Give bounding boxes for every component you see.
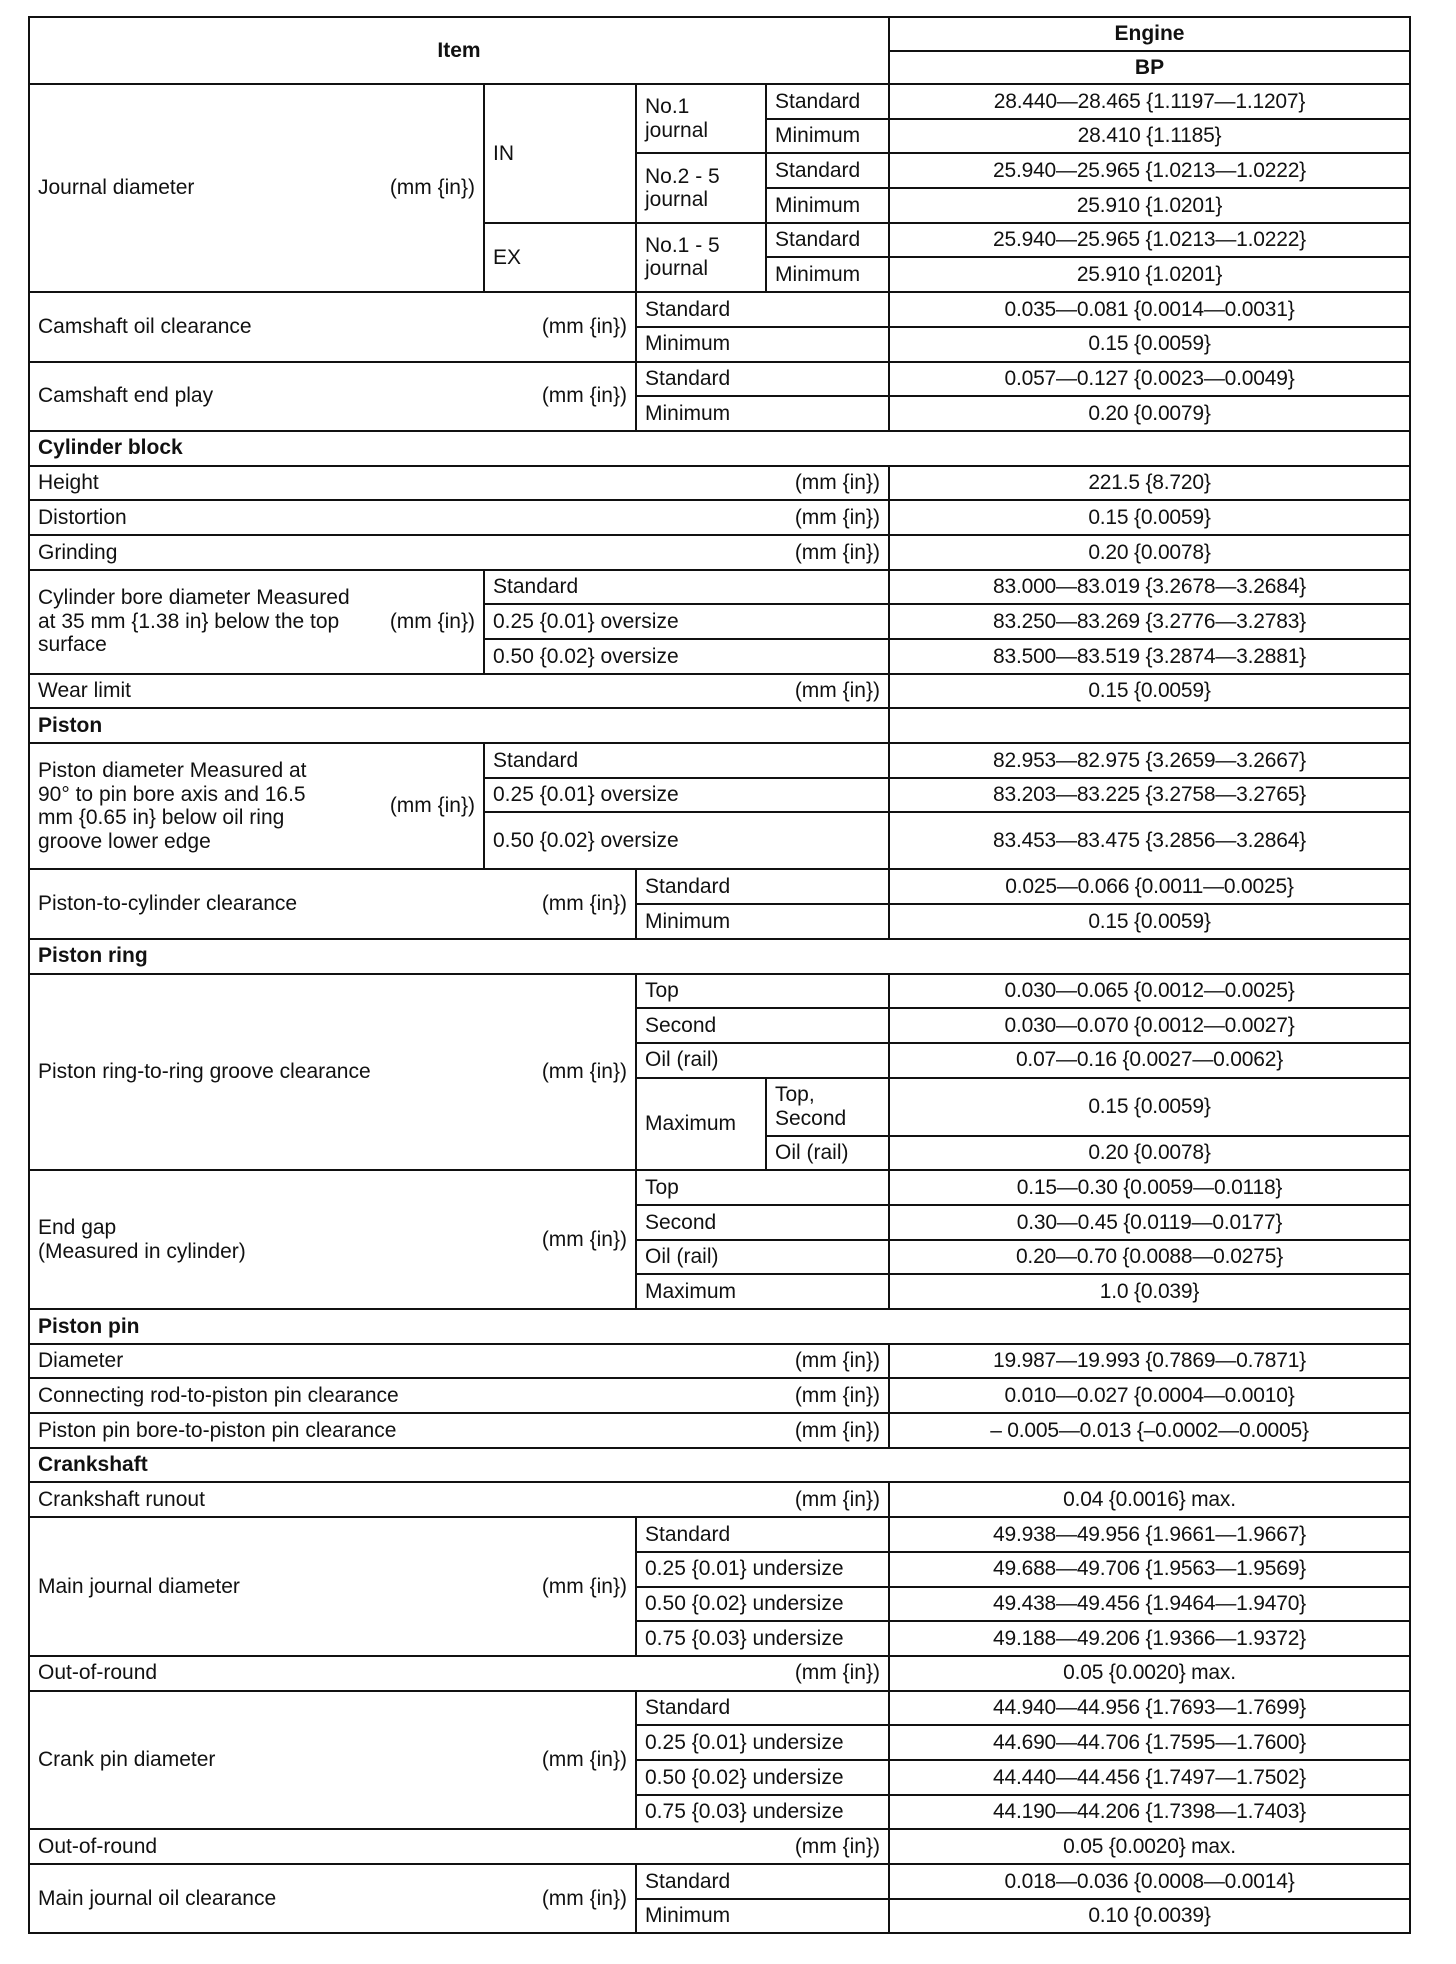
sub-label: Minimum xyxy=(636,1899,889,1934)
sub-label: Minimum xyxy=(636,904,889,939)
value-cell: 83.000—83.019 {3.2678—3.2684} xyxy=(889,570,1410,605)
sub-label: Top, Second xyxy=(766,1078,889,1136)
unit-label: (mm {in}) xyxy=(794,1661,880,1685)
height-label: Height (mm {in}) xyxy=(29,466,889,501)
out-of-round-label: Out-of-round (mm {in}) xyxy=(29,1656,889,1691)
value-cell: 0.035—0.081 {0.0014—0.0031} xyxy=(889,292,1410,327)
sub-label: Minimum xyxy=(766,119,889,154)
sub-label: Top xyxy=(636,974,889,1009)
value-cell: 0.20 {0.0079} xyxy=(889,396,1410,431)
value-cell: 82.953—82.975 {3.2659—3.2667} xyxy=(889,743,1410,778)
sub-label: Oil (rail) xyxy=(636,1240,889,1275)
unit-label: (mm {in}) xyxy=(541,1060,627,1084)
pin-diameter-label: Diameter (mm {in}) xyxy=(29,1344,889,1379)
sub-label: Second xyxy=(636,1205,889,1240)
journal-in-label: IN xyxy=(484,84,636,223)
sub-label: Second xyxy=(636,1008,889,1043)
value-cell: 83.453—83.475 {3.2856—3.2864} xyxy=(889,812,1410,869)
value-cell: 44.690—44.706 {1.7595—1.7600} xyxy=(889,1725,1410,1760)
grinding-label: Grinding (mm {in}) xyxy=(29,535,889,570)
empty-cell xyxy=(889,708,1410,743)
header-item: Item xyxy=(29,17,889,84)
sub-label: 0.25 {0.01} oversize xyxy=(484,778,889,813)
sub-label: 0.25 {0.01} undersize xyxy=(636,1552,889,1587)
sub-label: Standard xyxy=(636,1517,889,1552)
sub-label: 0.25 {0.01} oversize xyxy=(484,604,889,639)
end-gap-label: End gap (Measured in cylinder) (mm {in}) xyxy=(29,1170,636,1309)
sub-label: Standard xyxy=(484,743,889,778)
out-of-round-label: Out-of-round (mm {in}) xyxy=(29,1829,889,1864)
value-cell: 25.940—25.965 {1.0213—1.0222} xyxy=(889,153,1410,188)
value-cell: 0.057—0.127 {0.0023—0.0049} xyxy=(889,362,1410,397)
value-cell: 0.030—0.070 {0.0012—0.0027} xyxy=(889,1008,1410,1043)
unit-label: (mm {in}) xyxy=(541,315,627,339)
sub-label: Standard xyxy=(636,362,889,397)
value-cell: 1.0 {0.039} xyxy=(889,1274,1410,1309)
value-cell: 0.15 {0.0059} xyxy=(889,674,1410,709)
sub-label: Standard xyxy=(766,223,889,258)
value-cell: 0.10 {0.0039} xyxy=(889,1899,1410,1934)
unit-label: (mm {in}) xyxy=(541,384,627,408)
unit-label: (mm {in}) xyxy=(794,1418,880,1442)
section-cylinder-block: Cylinder block xyxy=(29,431,1410,466)
distortion-label: Distortion (mm {in}) xyxy=(29,500,889,535)
unit-label: (mm {in}) xyxy=(794,1349,880,1373)
sub-label: Oil (rail) xyxy=(766,1136,889,1171)
value-cell: 0.025—0.066 {0.0011—0.0025} xyxy=(889,869,1410,904)
value-cell: 49.938—49.956 {1.9661—1.9667} xyxy=(889,1517,1410,1552)
section-piston-pin: Piston pin xyxy=(29,1309,1410,1344)
sub-label: Minimum xyxy=(766,257,889,292)
value-cell: 0.030—0.065 {0.0012—0.0025} xyxy=(889,974,1410,1009)
value-cell: – 0.005—0.013 {–0.0002—0.0005} xyxy=(889,1413,1410,1448)
value-cell: 83.250—83.269 {3.2776—3.2783} xyxy=(889,604,1410,639)
value-cell: 0.15 {0.0059} xyxy=(889,904,1410,939)
value-cell: 0.04 {0.0016} max. xyxy=(889,1482,1410,1517)
value-cell: 0.20 {0.0078} xyxy=(889,1136,1410,1171)
value-cell: 0.15 {0.0059} xyxy=(889,500,1410,535)
unit-label: (mm {in}) xyxy=(794,1488,880,1512)
unit-label: (mm {in}) xyxy=(794,1834,880,1858)
value-cell: 49.438—49.456 {1.9464—1.9470} xyxy=(889,1587,1410,1622)
journal-group-label: No.1 journal xyxy=(636,84,766,153)
sub-label: Minimum xyxy=(636,396,889,431)
value-cell: 28.440—28.465 {1.1197—1.1207} xyxy=(889,84,1410,119)
sub-label: 0.75 {0.03} undersize xyxy=(636,1795,889,1830)
camshaft-end-play-label: Camshaft end play (mm {in}) xyxy=(29,362,636,431)
value-cell: 25.910 {1.0201} xyxy=(889,188,1410,223)
unit-label: (mm {in}) xyxy=(389,176,475,200)
unit-label: (mm {in}) xyxy=(794,1383,880,1407)
header-engine: Engine xyxy=(889,17,1410,51)
unit-label: (mm {in}) xyxy=(389,609,475,633)
unit-label: (mm {in}) xyxy=(794,679,880,703)
unit-label: (mm {in}) xyxy=(541,1227,627,1251)
unit-label: (mm {in}) xyxy=(541,1574,627,1598)
journal-diameter-label: Journal diameter (mm {in}) xyxy=(29,84,484,292)
sub-label: Top xyxy=(636,1170,889,1205)
piston-clearance-label: Piston-to-cylinder clearance (mm {in}) xyxy=(29,869,636,938)
camshaft-oil-clearance-label: Camshaft oil clearance (mm {in}) xyxy=(29,292,636,361)
value-cell: 19.987—19.993 {0.7869—0.7871} xyxy=(889,1344,1410,1379)
value-cell: 25.910 {1.0201} xyxy=(889,257,1410,292)
value-cell: 49.188—49.206 {1.9366—1.9372} xyxy=(889,1621,1410,1656)
sub-label: Standard xyxy=(636,292,889,327)
value-cell: 0.15—0.30 {0.0059—0.0118} xyxy=(889,1170,1410,1205)
sub-label: Standard xyxy=(766,153,889,188)
value-cell: 0.15 {0.0059} xyxy=(889,327,1410,362)
unit-label: (mm {in}) xyxy=(389,794,475,818)
value-cell: 49.688—49.706 {1.9563—1.9569} xyxy=(889,1552,1410,1587)
sub-label: Standard xyxy=(766,84,889,119)
sub-label: Standard xyxy=(636,1864,889,1899)
value-cell: 25.940—25.965 {1.0213—1.0222} xyxy=(889,223,1410,258)
value-cell: 0.07—0.16 {0.0027—0.0062} xyxy=(889,1043,1410,1078)
crank-pin-diameter-label: Crank pin diameter (mm {in}) xyxy=(29,1691,636,1830)
sub-label: 0.50 {0.02} oversize xyxy=(484,812,889,869)
value-cell: 0.05 {0.0020} max. xyxy=(889,1656,1410,1691)
value-cell: 83.500—83.519 {3.2874—3.2881} xyxy=(889,639,1410,674)
rod-pin-clearance-label: Connecting rod-to-piston pin clearance (mm {in}) xyxy=(29,1378,889,1413)
main-journal-oil-clearance-label: Main journal oil clearance (mm {in}) xyxy=(29,1864,636,1933)
journal-group-label: No.2 - 5 journal xyxy=(636,153,766,222)
unit-label: (mm {in}) xyxy=(794,540,880,564)
unit-label: (mm {in}) xyxy=(541,1886,627,1910)
value-cell: 44.940—44.956 {1.7693—1.7699} xyxy=(889,1691,1410,1726)
sub-label: Standard xyxy=(484,570,889,605)
sub-label: Oil (rail) xyxy=(636,1043,889,1078)
value-cell: 44.440—44.456 {1.7497—1.7502} xyxy=(889,1760,1410,1795)
section-piston-ring: Piston ring xyxy=(29,939,1410,974)
value-cell: 0.010—0.027 {0.0004—0.0010} xyxy=(889,1378,1410,1413)
header-model: BP xyxy=(889,51,1410,84)
sub-label-maximum: Maximum xyxy=(636,1078,766,1171)
value-cell: 83.203—83.225 {3.2758—3.2765} xyxy=(889,778,1410,813)
value-cell: 0.30—0.45 {0.0119—0.0177} xyxy=(889,1205,1410,1240)
value-cell: 221.5 {8.720} xyxy=(889,466,1410,501)
sub-label: Standard xyxy=(636,869,889,904)
ring-groove-clearance-label: Piston ring-to-ring groove clearance (mm {in}) xyxy=(29,974,636,1171)
sub-label: 0.50 {0.02} oversize xyxy=(484,639,889,674)
value-cell: 0.15 {0.0059} xyxy=(889,1078,1410,1136)
journal-ex-label: EX xyxy=(484,223,636,292)
wear-limit-label: Wear limit (mm {in}) xyxy=(29,674,889,709)
main-journal-diameter-label: Main journal diameter (mm {in}) xyxy=(29,1517,636,1656)
value-cell: 0.05 {0.0020} max. xyxy=(889,1829,1410,1864)
journal-group-label: No.1 - 5 journal xyxy=(636,223,766,292)
sub-label: Minimum xyxy=(636,327,889,362)
piston-diameter-label: Piston diameter Measured at 90° to pin bore axis and 16.5 mm {0.65 in} below oil ring groove lower edge (mm {in}) xyxy=(29,743,484,869)
value-cell: 0.20 {0.0078} xyxy=(889,535,1410,570)
section-crankshaft: Crankshaft xyxy=(29,1448,1410,1483)
crankshaft-runout-label: Crankshaft runout (mm {in}) xyxy=(29,1482,889,1517)
value-cell: 28.410 {1.1185} xyxy=(889,119,1410,154)
sub-label: Standard xyxy=(636,1691,889,1726)
value-cell: 44.190—44.206 {1.7398—1.7403} xyxy=(889,1795,1410,1830)
value-cell: 0.018—0.036 {0.0008—0.0014} xyxy=(889,1864,1410,1899)
sub-label: 0.25 {0.01} undersize xyxy=(636,1725,889,1760)
sub-label: 0.50 {0.02} undersize xyxy=(636,1587,889,1622)
sub-label: 0.75 {0.03} undersize xyxy=(636,1621,889,1656)
pin-bore-clearance-label: Piston pin bore-to-piston pin clearance (mm {in}) xyxy=(29,1413,889,1448)
sub-label: 0.50 {0.02} undersize xyxy=(636,1760,889,1795)
unit-label: (mm {in}) xyxy=(541,1748,627,1772)
value-cell: 0.20—0.70 {0.0088—0.0275} xyxy=(889,1240,1410,1275)
unit-label: (mm {in}) xyxy=(541,892,627,916)
cylinder-bore-label: Cylinder bore diameter Measured at 35 mm {1.38 in} below the top surface (mm {in}) xyxy=(29,570,484,674)
unit-label: (mm {in}) xyxy=(794,471,880,495)
unit-label: (mm {in}) xyxy=(794,505,880,529)
sub-label: Minimum xyxy=(766,188,889,223)
section-piston: Piston xyxy=(29,708,889,743)
sub-label: Maximum xyxy=(636,1274,889,1309)
engine-spec-table xyxy=(28,16,1411,1934)
